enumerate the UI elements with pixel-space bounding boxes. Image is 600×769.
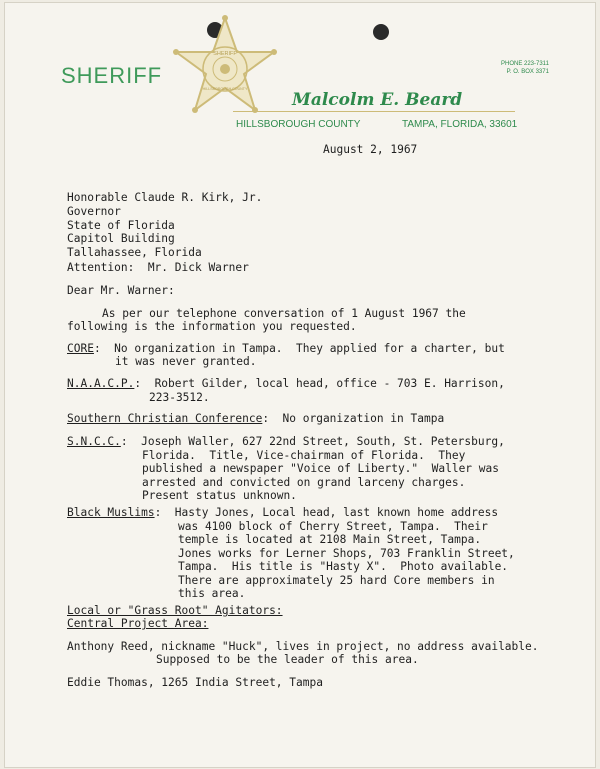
scc-label: Southern Christian Conference: [67, 412, 263, 425]
badge-text-top: SHERIFF: [213, 51, 237, 57]
naacp-label: N.A.A.C.P.: [67, 377, 135, 390]
black-muslims-label: Black Muslims: [67, 506, 155, 519]
punch-hole-right: [373, 24, 389, 40]
letterhead-rule: [233, 111, 515, 112]
letterhead-sheriff-word: SHERIFF: [61, 63, 163, 88]
letter-page: SHERIFF SHERIFF HILLSBOROUGH COUNTY PHONE 223-7311 P. O. BOX 3371 Malcolm E. Beard HILLSBOROUGH COUNTY TAMPA, FLORIDA, 33601 August 2, 1967 Honorable Claude R. Kirk, Jr. Governor State of Florida Capitol Building Tallahassee, Florida Attention: Mr. Dick Warner Dear Mr. Warner: As per our telephone conversation of 1 August 1967 the following is the information you requested. CORE: No organization in Tampa. They applied for a charter, but it was never granted. N.A.A.C.P.: Robert Gilder, local head, office - 703 E. Harrison, 223-3512. Southern Christian Conference: No organization in Tampa S.N.C.C.: Joseph Waller, 627 22nd Street, South, St. Petersburg, Florida. Title, Vice-chairman of Florida. They published a newspaper "Voice of Liberty." Waller was arrested and convicted on grand larceny charges. Present status unknown. Black Muslims: Hasty Jones, Local head, last known home address was 4100 block of Cherry Street, Tampa. Their temple is located at 2108 Main Street, Tampa. Jones works for Lerner Shops, 703 Franklin Street, Tampa. His title is "Hasty X". Photo available. There are approximately 25 hard Core members in this area. Local or "Grass Root" Agitators: Central Project Area: Anthony Reed, nickname "Huck", lives in project, no address available. Supposed to be the leader of this area. Eddie Thomas, 1265 India Street, Tampa: [5, 3, 595, 767]
letterhead-county: HILLSBOROUGH COUNTY: [236, 119, 361, 130]
salutation: Dear Mr. Warner:: [67, 284, 175, 297]
badge-text-bottom: HILLSBOROUGH COUNTY: [202, 87, 248, 91]
letterhead-phone: PHONE 223-7311: [501, 61, 549, 67]
sheriff-name: Malcolm E. Beard: [292, 90, 463, 110]
letterhead-contact: [501, 60, 549, 76]
letter-date: August 2, 1967: [323, 143, 418, 156]
eddie-thomas-entry: Eddie Thomas, 1265 India Street, Tampa: [67, 676, 323, 689]
letterhead-po-box: P. O. BOX 3371: [506, 69, 549, 75]
attention-line: Attention: Mr. Dick Warner: [67, 261, 249, 274]
sheriff-star-badge: [171, 15, 279, 115]
sncc-label: S.N.C.C.: [67, 435, 121, 448]
core-label: CORE: [67, 342, 94, 355]
letterhead-city: TAMPA, FLORIDA, 33601: [402, 119, 518, 130]
scc-entry: Southern Christian Conference: No organization in Tampa: [67, 412, 445, 425]
